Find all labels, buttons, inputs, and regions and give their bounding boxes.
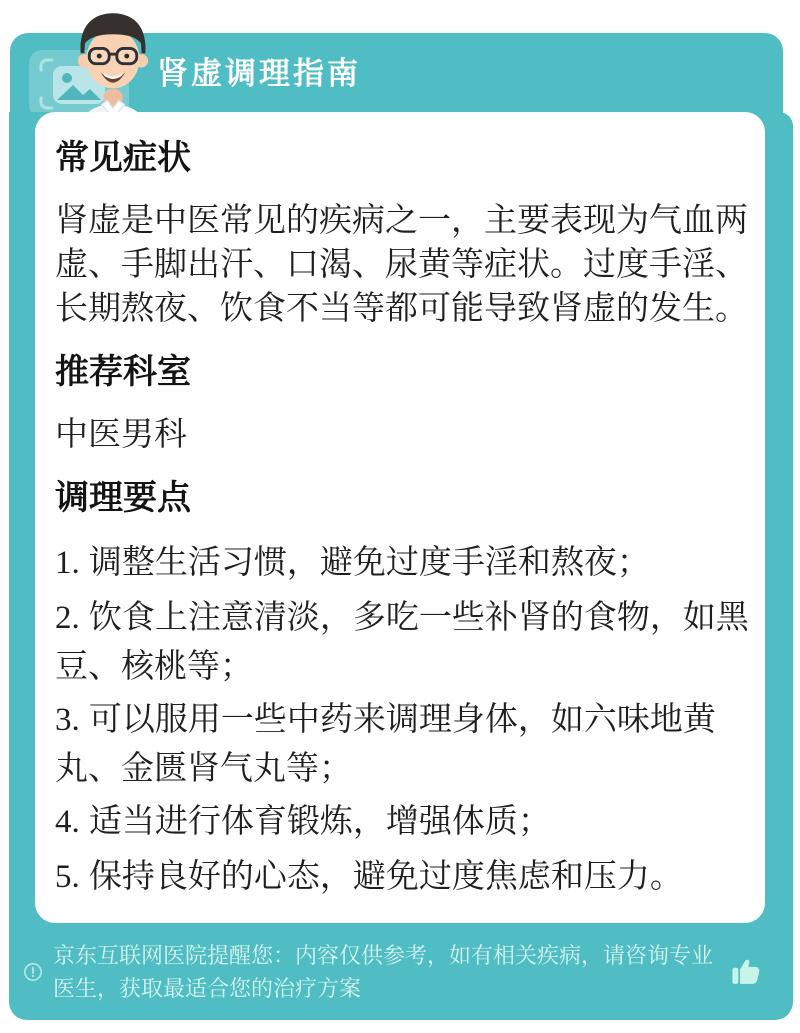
chat-card-body bbox=[9, 112, 793, 1020]
info-exclamation-icon bbox=[23, 962, 43, 982]
list-item bbox=[55, 538, 751, 587]
thumbs-up-icon[interactable] bbox=[729, 954, 763, 990]
card-title: 肾虚调理指南 bbox=[157, 56, 361, 91]
list-item bbox=[55, 797, 751, 846]
list-item-text: 适当进行体育锻炼，增强体质； bbox=[88, 802, 551, 839]
list-item bbox=[55, 852, 751, 901]
list-item-number: 2. bbox=[55, 600, 80, 636]
list-item bbox=[55, 695, 751, 791]
disclaimer-footer bbox=[9, 923, 793, 1020]
section-heading-department: 推荐科室 bbox=[55, 353, 191, 391]
list-item-number: 3. bbox=[55, 702, 80, 738]
list-item-number: 4. bbox=[55, 804, 80, 840]
list-item-text: 调整生活习惯，避免过度手淫和熬夜； bbox=[88, 543, 650, 580]
department-text: 中医男科 bbox=[55, 415, 187, 452]
section-heading-points: 调理要点 bbox=[55, 479, 191, 517]
content-card bbox=[35, 112, 765, 923]
disclaimer-text: 京东互联网医院提醒您：内容仅供参考，如有相关疾病，请咨询专业医生，获取最适合您的治疗方案 bbox=[53, 942, 714, 1001]
list-item-number: 1. bbox=[55, 545, 80, 581]
section-heading-symptoms: 常见症状 bbox=[55, 139, 191, 177]
list-item-text: 饮食上注意清淡，多吃一些补肾的食物，如黑豆、核桃等； bbox=[55, 598, 749, 684]
list-item-text: 保持良好的心态，避免过度焦虑和压力。 bbox=[88, 857, 683, 894]
list-item-number: 5. bbox=[55, 859, 80, 895]
list-item bbox=[55, 593, 751, 689]
list-item-text: 可以服用一些中药来调理身体，如六味地黄丸、金匮肾气丸等； bbox=[55, 700, 716, 786]
chat-card-header bbox=[10, 33, 783, 113]
symptoms-text: 肾虚是中医常见的疾病之一，主要表现为气血两虚、手脚出汗、口渴、尿黄等症状。过度手淫、长期熬夜、饮食不当等都可能导致肾虚的发生。 bbox=[55, 201, 748, 326]
